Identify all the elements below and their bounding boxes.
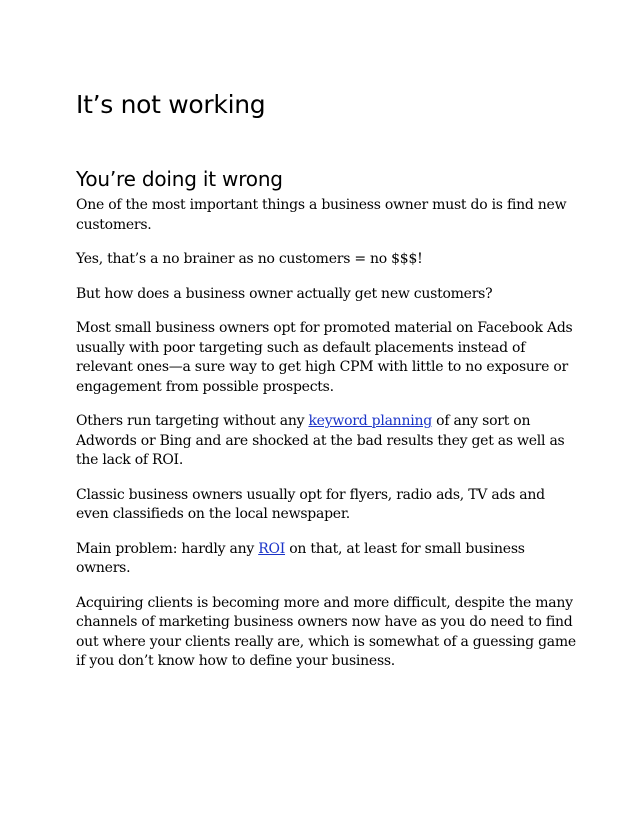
paragraph-keyword-targeting [76,412,576,471]
paragraph-text: Others run targeting without any [76,413,309,429]
paragraph-facebook-ads: Most small business owners opt for promoted material on Facebook Ads usually with poor targeting such as default placements instead of relevant ones—a sure way to get high CPM with little to no exposure or engagement from possible prospects. [76,320,573,395]
roi-link[interactable]: ROI [258,540,286,557]
page-title: It’s not working [76,90,266,119]
paragraph-text: of any sort on Adwords or Bing and are shocked at the bad results they get as well as the lack of ROI. [76,413,565,468]
paragraph-text: Main problem: hardly any [76,540,259,557]
paragraph-text: on that, at least for small business owners. [76,540,525,576]
paragraph-main-problem [76,540,576,579]
paragraph-find-customers: One of the most important things a business owner must do is find new customers. [76,197,567,233]
document-page [76,88,576,672]
paragraph-classic-owners: Classic business owners usually opt for flyers, radio ads, TV ads and even classifieds on the local newspaper. [76,486,545,522]
paragraph-acquiring-clients: Acquiring clients is becoming more and more difficult, despite the many channels of marketing business owners now have as you do need to find out where your clients really are, which is somewhat of a guessing game if you don’t know how to define your business. [76,594,576,669]
paragraph-no-brainer: Yes, that’s a no brainer as no customers = no $$$! [76,251,423,267]
keyword-planning-link[interactable]: keyword planning [308,413,432,429]
section-heading: You’re doing it wrong [76,167,283,191]
paragraph-question: But how does a business owner actually get new customers? [76,285,493,302]
